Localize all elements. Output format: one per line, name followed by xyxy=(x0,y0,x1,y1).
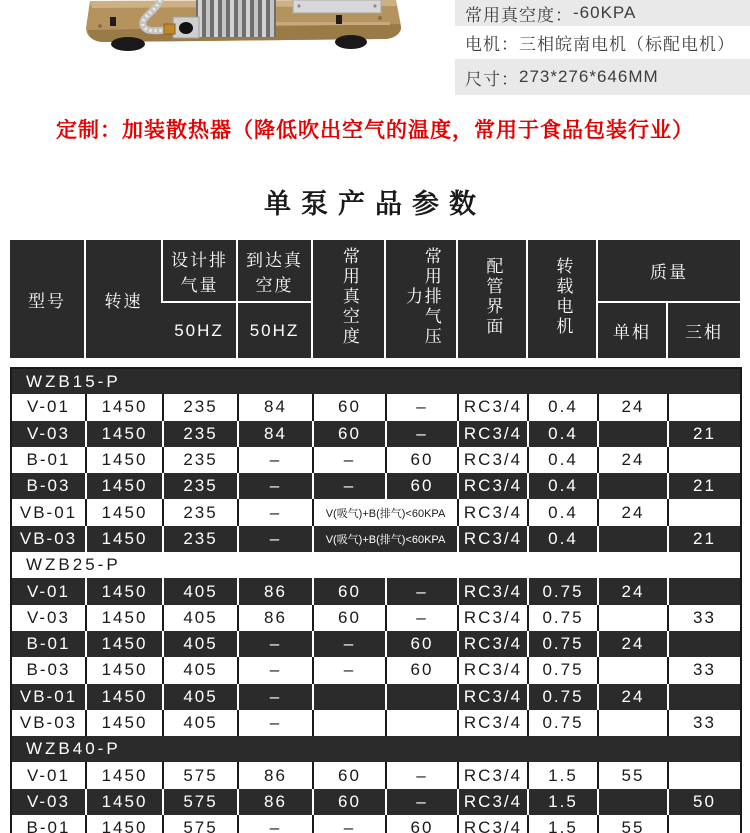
table-cell xyxy=(668,815,741,833)
table-cell: VB-01 xyxy=(11,499,86,525)
table-cell: 1450 xyxy=(86,499,163,525)
table-cell: 60 xyxy=(313,578,386,604)
table-cell: 405 xyxy=(163,631,238,657)
table-cell: V-03 xyxy=(11,421,86,447)
table-cell: RC3/4 xyxy=(458,762,528,788)
table-cell xyxy=(598,710,668,736)
table-row xyxy=(11,473,741,499)
table-cell xyxy=(598,789,668,815)
table-cell: 405 xyxy=(163,578,238,604)
table-cell: 0.75 xyxy=(528,631,598,657)
table-cell: 60 xyxy=(386,473,458,499)
table-row xyxy=(11,499,741,525)
header-single-phase: 单相 xyxy=(597,302,667,358)
table-cell: RC3/4 xyxy=(458,631,528,657)
table-cell: 24 xyxy=(598,578,668,604)
table-cell: V-03 xyxy=(11,789,86,815)
table-cell: 86 xyxy=(238,762,313,788)
table-cell: – xyxy=(238,631,313,657)
table-cell: 0.75 xyxy=(528,684,598,710)
table-cell: 60 xyxy=(386,631,458,657)
table-cell: 50 xyxy=(693,791,716,811)
table-cell: – xyxy=(313,657,386,683)
table-cell: 1450 xyxy=(86,473,163,499)
table-cell xyxy=(598,605,668,631)
page-title: 单泵产品参数 xyxy=(264,189,486,219)
table-cell: B-03 xyxy=(11,657,86,683)
table-cell: 33 xyxy=(693,607,716,627)
table-cell: VB-03 xyxy=(11,526,86,552)
table-body-table xyxy=(10,367,742,833)
table-cell xyxy=(313,684,386,710)
table-cell xyxy=(386,710,458,736)
table-cell: 0.4 xyxy=(528,447,598,473)
table-cell: 405 xyxy=(163,605,238,631)
table-cell: B-03 xyxy=(11,473,86,499)
table-cell: 405 xyxy=(163,710,238,736)
table-cell: 21 xyxy=(693,423,716,443)
table-body xyxy=(11,368,741,833)
table-cell: 1450 xyxy=(86,815,163,833)
table-cell xyxy=(598,657,668,683)
header-three-phase: 三相 xyxy=(667,302,740,358)
table-cell: 235 xyxy=(163,526,238,552)
header-50hz-ultimate: 50HZ xyxy=(237,302,312,358)
table-cell: 1450 xyxy=(86,631,163,657)
header-pipe-interface: 配管界面 xyxy=(457,240,527,358)
table-row xyxy=(11,421,741,447)
table-row xyxy=(11,631,741,657)
table-cell xyxy=(668,631,741,657)
table-cell xyxy=(668,447,741,473)
table-cell: 86 xyxy=(238,605,313,631)
spec-label: 常用真空度： xyxy=(465,5,573,25)
table-cell: RC3/4 xyxy=(458,421,528,447)
table-cell: 55 xyxy=(598,762,668,788)
table-cell: 235 xyxy=(163,447,238,473)
table-cell: – xyxy=(238,499,313,525)
table-cell xyxy=(668,762,741,788)
table-cell: 575 xyxy=(163,762,238,788)
table-cell: – xyxy=(238,447,313,473)
table-cell: 24 xyxy=(598,447,668,473)
table-cell: 60 xyxy=(313,605,386,631)
table-cell xyxy=(386,684,458,710)
section-name: WZB40-P xyxy=(26,739,121,759)
header-common-vacuum: 常用真空度 xyxy=(312,240,385,358)
header-ultimate-vacuum: 到达真空度 xyxy=(237,240,312,302)
table-cell: 0.75 xyxy=(528,657,598,683)
table-cell xyxy=(668,578,741,604)
table-cell: 235 xyxy=(163,499,238,525)
table-cell: 575 xyxy=(163,815,238,833)
table-cell: 24 xyxy=(598,631,668,657)
header-design-displacement: 设计排气量 xyxy=(162,240,237,302)
spec-value: 三相皖南电机（标配电机） xyxy=(519,35,735,54)
table-cell: – xyxy=(313,447,386,473)
table-row xyxy=(11,526,741,552)
header-load-motor: 转载电机 xyxy=(527,240,597,358)
table-row xyxy=(11,657,741,683)
table-cell: 235 xyxy=(163,421,238,447)
table-cell: – xyxy=(238,526,313,552)
table-cell: RC3/4 xyxy=(458,473,528,499)
table-cell: 60 xyxy=(386,447,458,473)
table-cell: RC3/4 xyxy=(458,499,528,525)
header-50hz-design: 50HZ xyxy=(162,302,237,358)
table-cell: V(吸气)+B(排气)<60KPA xyxy=(313,499,458,525)
table-cell: 60 xyxy=(313,421,386,447)
table-cell: – xyxy=(313,631,386,657)
table-row xyxy=(11,605,741,631)
section-row xyxy=(11,736,741,762)
table-cell xyxy=(668,684,741,710)
table-cell: 1450 xyxy=(86,710,163,736)
table-cell: RC3/4 xyxy=(458,526,528,552)
table-cell: V-03 xyxy=(11,605,86,631)
table-cell: – xyxy=(313,473,386,499)
spec-row-size xyxy=(455,59,750,95)
table-cell: 1450 xyxy=(86,421,163,447)
table-cell: 405 xyxy=(163,657,238,683)
spec-value: 273*276*646MM xyxy=(519,67,659,86)
table-cell: 84 xyxy=(238,394,313,420)
table-cell xyxy=(598,526,668,552)
table-cell: B-01 xyxy=(11,815,86,833)
table-cell: 1450 xyxy=(86,684,163,710)
table-cell: VB-01 xyxy=(11,684,86,710)
table-cell: V(吸气)+B(排气)<60KPA xyxy=(313,526,458,552)
table-row xyxy=(11,789,741,815)
table-row xyxy=(11,578,741,604)
table-cell: RC3/4 xyxy=(458,684,528,710)
spec-row-motor xyxy=(455,26,750,59)
table-cell: 575 xyxy=(163,789,238,815)
table-cell: RC3/4 xyxy=(458,710,528,736)
product-photo xyxy=(80,0,405,52)
section-row xyxy=(11,368,741,394)
section-row xyxy=(11,552,741,578)
table-header xyxy=(10,240,740,358)
table-cell: – xyxy=(238,473,313,499)
table-cell: V-01 xyxy=(11,394,86,420)
table-cell: 405 xyxy=(163,684,238,710)
table-cell: – xyxy=(386,762,458,788)
table-cell: – xyxy=(386,578,458,604)
table-cell: 55 xyxy=(598,815,668,833)
table-row xyxy=(11,710,741,736)
table-cell: 60 xyxy=(313,762,386,788)
table-cell: – xyxy=(238,815,313,833)
header-speed: 转速 xyxy=(85,240,162,358)
table-cell: – xyxy=(386,394,458,420)
spec-label: 尺寸： xyxy=(465,69,519,89)
spec-row-vacuum xyxy=(455,0,750,26)
table-cell xyxy=(668,394,741,420)
table-cell: 0.4 xyxy=(528,499,598,525)
table-cell: 24 xyxy=(598,499,668,525)
table-cell: RC3/4 xyxy=(458,394,528,420)
custom-note: 定制：加装散热器（降低吹出空气的温度，常用于食品包装行业） xyxy=(56,119,694,142)
table-cell: V-01 xyxy=(11,762,86,788)
spec-value: -60KPA xyxy=(573,3,637,22)
table-row xyxy=(11,447,741,473)
table-cell: 33 xyxy=(693,713,716,732)
table-row xyxy=(11,394,741,420)
table-cell: 1.5 xyxy=(528,762,598,788)
table-cell: 0.75 xyxy=(528,710,598,736)
table-cell: – xyxy=(386,605,458,631)
table-cell: 1450 xyxy=(86,657,163,683)
table-cell: V-01 xyxy=(11,578,86,604)
spec-panel xyxy=(455,0,750,95)
table-cell: 1.5 xyxy=(528,789,598,815)
table-cell: 235 xyxy=(163,473,238,499)
table-cell: RC3/4 xyxy=(458,447,528,473)
table-cell: B-01 xyxy=(11,631,86,657)
table-cell: VB-03 xyxy=(11,710,86,736)
spec-label: 电机： xyxy=(465,35,519,54)
table-cell: B-01 xyxy=(11,447,86,473)
table-row xyxy=(11,762,741,788)
header-model: 型号 xyxy=(28,291,66,311)
table-cell: 0.75 xyxy=(528,578,598,604)
table-cell: RC3/4 xyxy=(458,657,528,683)
table-cell: 24 xyxy=(598,394,668,420)
table-cell: 60 xyxy=(386,815,458,833)
table-cell: RC3/4 xyxy=(458,578,528,604)
table-cell: – xyxy=(313,815,386,833)
table-cell: 1450 xyxy=(86,447,163,473)
table-cell: – xyxy=(238,710,313,736)
table-cell: 1450 xyxy=(86,394,163,420)
table-cell: 24 xyxy=(598,684,668,710)
table-row xyxy=(11,815,741,833)
table-cell: – xyxy=(386,421,458,447)
table-cell: 235 xyxy=(163,394,238,420)
table-cell xyxy=(313,710,386,736)
table-cell: 1.5 xyxy=(528,815,598,833)
table-cell: 0.4 xyxy=(528,526,598,552)
table-cell: RC3/4 xyxy=(458,789,528,815)
table-cell: 1450 xyxy=(86,762,163,788)
table-cell: 60 xyxy=(386,657,458,683)
table-cell: 21 xyxy=(693,528,716,548)
table-cell: 1450 xyxy=(86,789,163,815)
table-cell: – xyxy=(238,657,313,683)
table-cell: RC3/4 xyxy=(458,815,528,833)
table-cell: – xyxy=(386,789,458,815)
header-weight: 质量 xyxy=(597,240,740,302)
table-cell: 33 xyxy=(693,660,716,680)
table-cell: 21 xyxy=(693,476,716,496)
section-name: WZB25-P xyxy=(26,555,121,575)
table-cell: 1450 xyxy=(86,605,163,631)
table-cell xyxy=(668,499,741,525)
table-cell: RC3/4 xyxy=(458,605,528,631)
table-cell: 60 xyxy=(313,394,386,420)
table-cell: 60 xyxy=(313,789,386,815)
table-cell: 1450 xyxy=(86,578,163,604)
table-cell: 84 xyxy=(238,421,313,447)
table-cell: 0.4 xyxy=(528,421,598,447)
table-cell: 1450 xyxy=(86,526,163,552)
table-cell: 0.75 xyxy=(528,605,598,631)
table-cell: 86 xyxy=(238,789,313,815)
table-cell: 0.4 xyxy=(528,394,598,420)
table-cell xyxy=(598,421,668,447)
table-cell: 86 xyxy=(238,578,313,604)
parameter-table xyxy=(10,240,740,833)
section-name: WZB15-P xyxy=(26,371,121,391)
header-common-exhaust-pressure: 常用排气压力 xyxy=(385,240,457,358)
table-cell xyxy=(598,473,668,499)
table-row xyxy=(11,684,741,710)
table-cell: 0.4 xyxy=(528,473,598,499)
table-cell: – xyxy=(238,684,313,710)
